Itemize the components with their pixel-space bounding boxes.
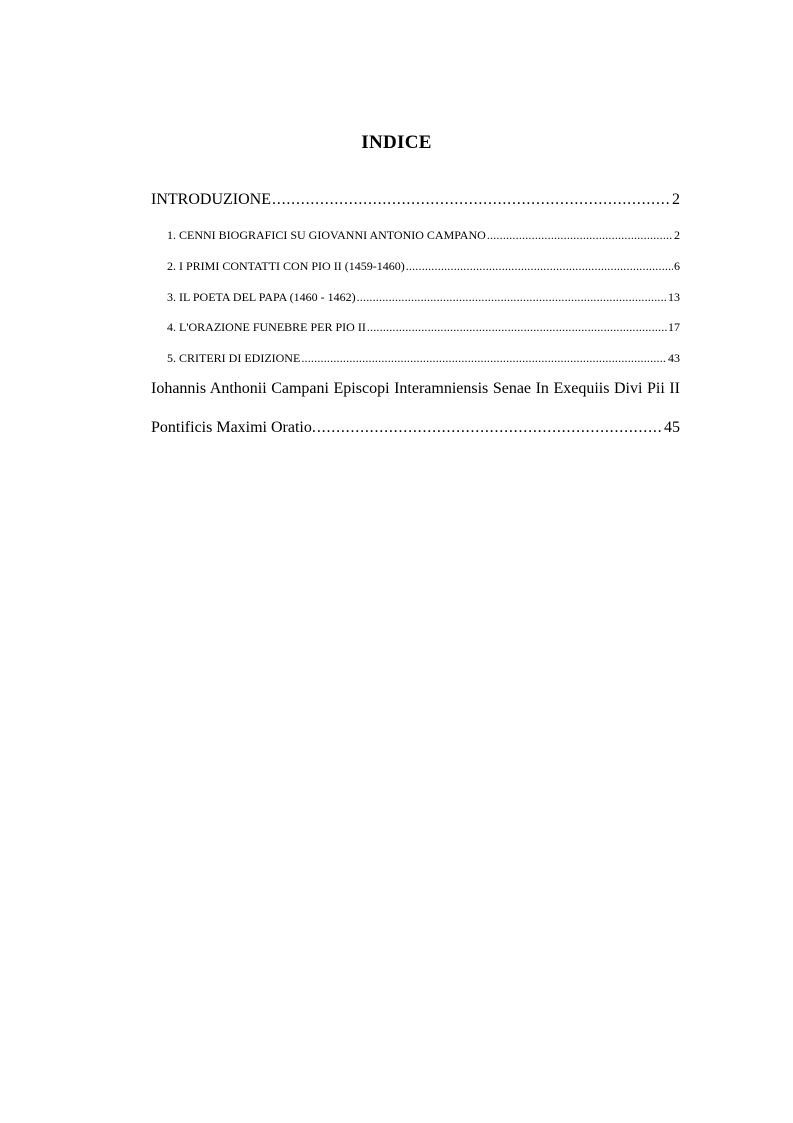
toc-dot-leader [487, 228, 673, 243]
toc-entry-page: 43 [668, 351, 680, 365]
page-title: INDICE [361, 132, 432, 153]
toc-entry-oratio[interactable] [151, 419, 680, 437]
toc-entry-page: 6 [674, 259, 680, 273]
toc-entry-section-2[interactable] [167, 259, 680, 274]
toc-entry-section-1[interactable] [167, 228, 680, 243]
toc-dot-leader [317, 419, 663, 437]
toc-dot-leader [357, 290, 667, 305]
toc-entry-page: 2 [672, 191, 680, 208]
toc-dot-leader [367, 320, 667, 335]
toc-entry-section-5[interactable] [167, 351, 680, 366]
toc-entry-label: 4. L'ORAZIONE FUNEBRE PER PIO II [167, 320, 366, 334]
toc-entry-label: 2. I PRIMI CONTATTI CON PIO II (1459-1460) [167, 259, 405, 273]
toc-dot-leader [301, 351, 667, 366]
toc-entry-section-3[interactable] [167, 290, 680, 305]
toc-entry-label: Pontificis Maximi Oratio. [151, 419, 316, 436]
toc-entry-oratio-title-line[interactable]: Iohannis Anthonii Campani Episcopi Interamniensis Senae In Exequiis Divi Pii II [151, 380, 680, 397]
toc-entry-introduzione[interactable] [151, 191, 680, 209]
toc-entry-label: 1. CENNI BIOGRAFICI SU GIOVANNI ANTONIO CAMPANO [167, 228, 486, 242]
toc-entry-label: 5. CRITERI DI EDIZIONE [167, 351, 301, 365]
toc-entry-page: 13 [668, 290, 680, 304]
toc-entry-label: INTRODUZIONE [151, 191, 271, 208]
toc-dot-leader [406, 259, 673, 274]
toc-entry-page: 45 [664, 419, 680, 436]
toc-entry-page: 2 [674, 228, 680, 242]
toc-entry-section-4[interactable] [167, 320, 680, 335]
toc-dot-leader [272, 191, 671, 209]
toc-entry-label: 3. IL POETA DEL PAPA (1460 - 1462) [167, 290, 356, 304]
toc-entry-page: 17 [668, 320, 680, 334]
